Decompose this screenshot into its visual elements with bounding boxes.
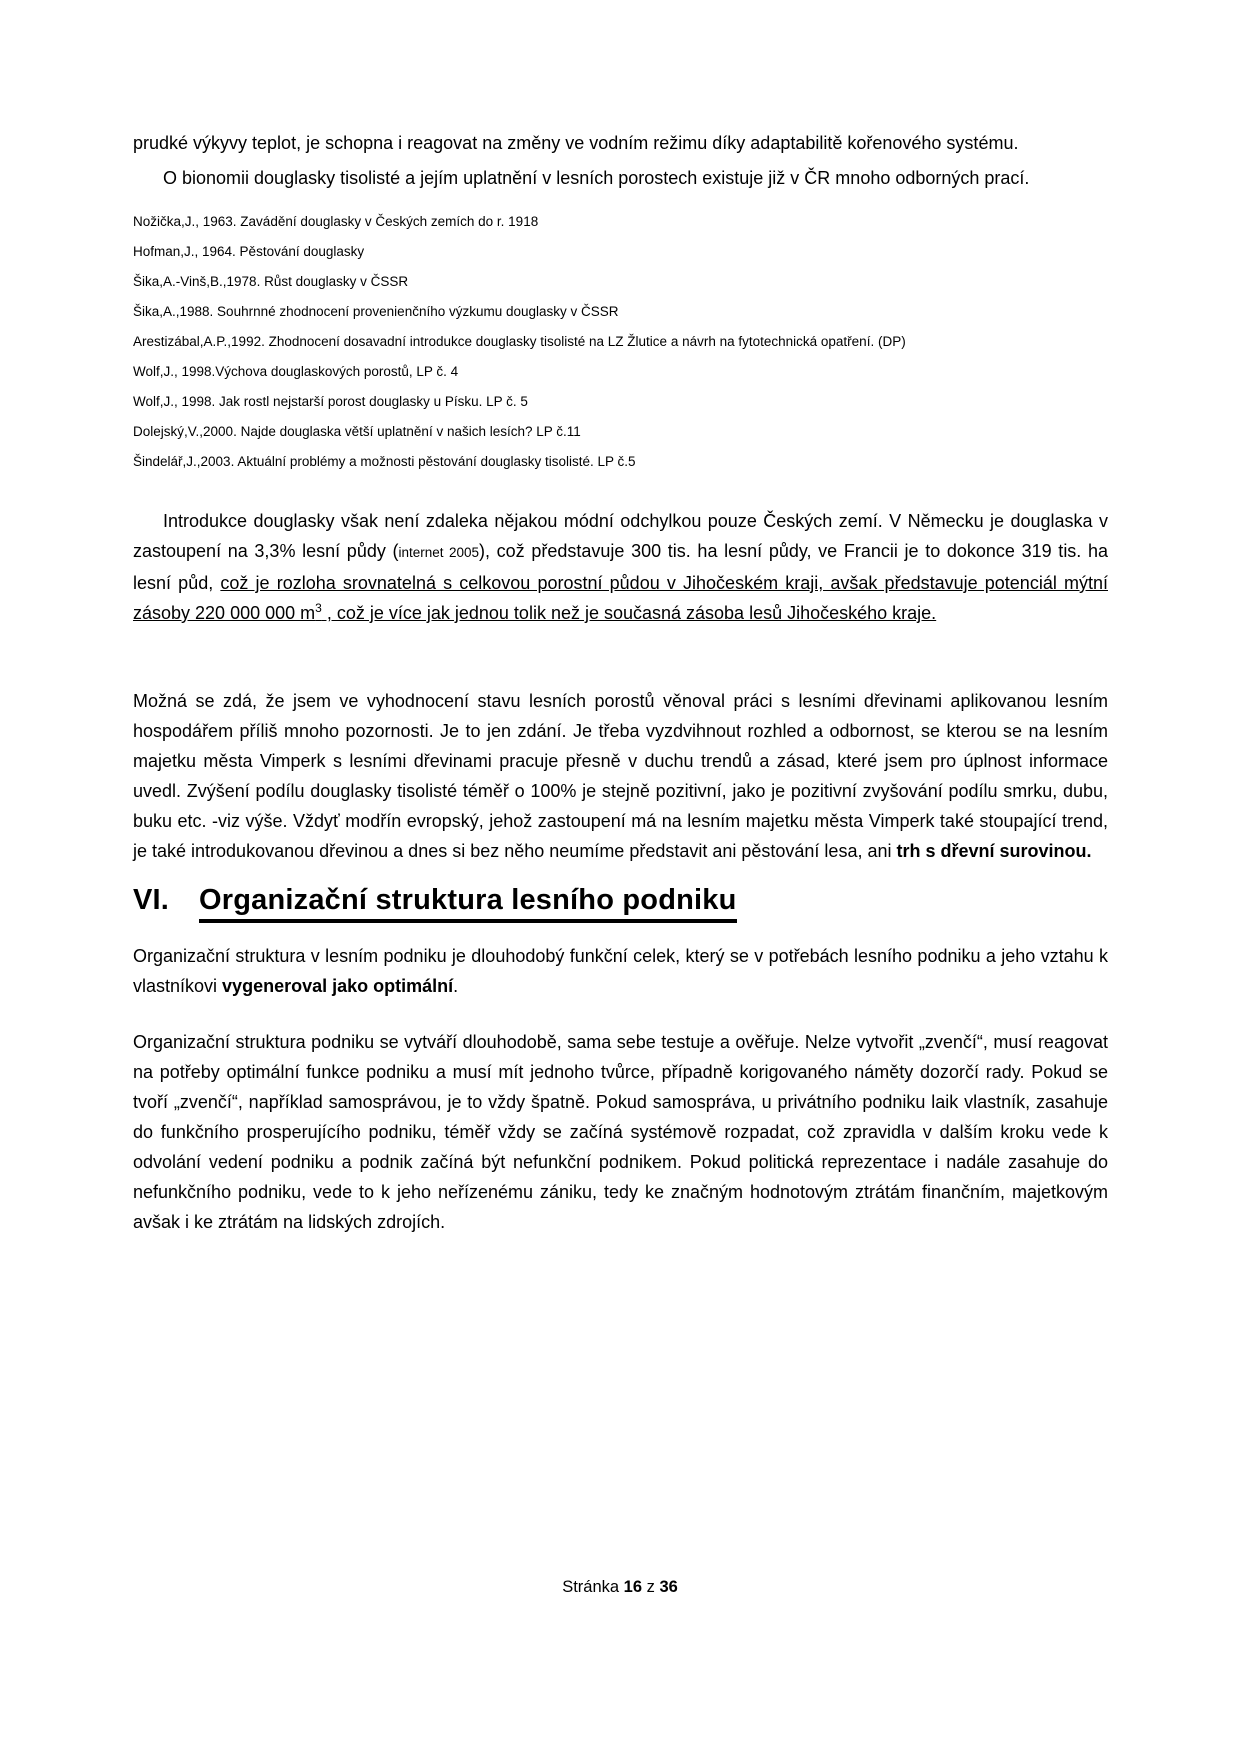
paragraph-text: Možná se zdá, že jsem ve vyhodnocení stavu lesních porostů věnoval práci s lesními dřevinami aplikovanou lesním hospodářem příliš mnoho pozornosti. Je to jen zdání. Je třeba vyzdvihnout rozhled a odbornost, se kterou se na lesním majetku města Vimperk s lesními dřevinami pracuje přesně v duchu trendů a zásad, které jsem pro úplnost informace uvedl. Zvýšení podílu douglasky tisolisté téměř o 100% je stejně pozitivní, jako je pozitivní zvyšování podílu smrku, dubu, buku etc. -viz výše. Vždyť modřín evropský, jehož zastoupení má na lesním majetku města Vimperk také stoupající trend, je také introdukovanou dřevinou a dnes si bez něho neumíme představit ani pěstování lesa, ani xyxy=(133,691,1108,861)
page-footer xyxy=(0,1578,1240,1597)
section-title: Organizační struktura lesního podniku xyxy=(199,884,737,923)
paragraph-text: prudké výkyvy teplot, je schopna i reagovat na změny ve vodním režimu díky adaptabilitě kořenového systému. xyxy=(133,133,1019,153)
paragraph-introdukce xyxy=(133,506,1108,628)
paragraph-bionomie xyxy=(133,163,1108,193)
citation-item: Šika,A.,1988. Souhrnné zhodnocení provenienčního výzkumu douglasky v ČSSR xyxy=(133,304,619,319)
underlined-statement xyxy=(133,573,1108,623)
bold-emphasis: vygeneroval jako optimální xyxy=(222,976,454,996)
citation-item: Arestizábal,A.P.,1992. Zhodnocení dosavadní introdukce douglasky tisolisté na LZ Žlutice a návrh na fytotechnická opatření. (DP) xyxy=(133,334,906,349)
citation-list xyxy=(133,213,1108,470)
footer-label: Stránka xyxy=(562,1578,624,1596)
page-number-total: 36 xyxy=(659,1578,678,1596)
paragraph-mozna xyxy=(133,686,1108,866)
paragraph-text: O bionomii douglasky tisolisté a jejím uplatnění v lesních porostech existuje již v ČR mnoho odborných prací. xyxy=(163,168,1030,188)
underlined-text: což je rozloha srovnatelná s celkovou porostní půdou v Jihočeském kraji, avšak představuje potenciál mýtní zásoby 220 000 000 m xyxy=(133,573,1108,623)
citation-item: Šika,A.-Vinš,B.,1978. Růst douglasky v ČSSR xyxy=(133,274,409,289)
citation-item: Šindelář,J.,2003. Aktuální problémy a možnosti pěstování douglasky tisolisté. LP č.5 xyxy=(133,454,636,469)
citation-item: Nožička,J., 1963. Zavádění douglasky v Českých zemích do r. 1918 xyxy=(133,214,539,229)
paragraph-org-structure-1 xyxy=(133,941,1108,1001)
footer-separator: z xyxy=(642,1578,660,1596)
paragraph-org-structure-2 xyxy=(133,1027,1108,1237)
citation-item: Dolejský,V.,2000. Najde douglaska větší uplatnění v našich lesích? LP č.11 xyxy=(133,424,581,439)
citation-item: Wolf,J., 1998. Jak rostl nejstarší porost douglasky u Písku. LP č. 5 xyxy=(133,394,528,409)
page-number-current: 16 xyxy=(623,1578,643,1596)
paragraph-text: Organizační struktura podniku se vytváří dlouhodobě, sama sebe testuje a ověřuje. Nelze vytvořit „zvenčí“, musí reagovat na potřeby optimální funkce podniku a musí mít jednoho tvůrce, případně korigovaného náměty dozorčí rady. Pokud se tvoří „zvenčí“, například samosprávou, je to vždy špatně. Pokud samospráva, u privátního podniku laik vlastník, zasahuje do funkčního prosperujícího podniku, téměř vždy se začíná systémově rozpadat, což zpravidla v dalším kroku vede k odvolání vedení podniku a podnik začíná být nefunkční podnikem. Pokud politická reprezentace i nadále zasahuje do nefunkčního podniku, vede to k jeho neřízenému zániku, tedy ke značným hodnotovým ztrátám finančním, majetkovým avšak i ke ztrátám na lidských zdrojích. xyxy=(133,1032,1108,1232)
underlined-text: , což je více jak jednou tolik než je současná zásoba lesů Jihočeského kraje. xyxy=(321,603,937,623)
citation-item: Hofman,J., 1964. Pěstování douglasky xyxy=(133,244,365,259)
section-number: VI. xyxy=(133,884,170,916)
internet-source-note: internet 2005 xyxy=(398,545,479,560)
paragraph-text: Organizační struktura v lesním podniku je dlouhodobý funkční celek, který se v potřebách lesního podniku a jeho vztahu k vlastníkovi xyxy=(133,946,1108,996)
paragraph-text: ), což představuje 300 tis. ha lesní půdy, ve Francii je to dokonce 319 tis. ha lesní půd, xyxy=(133,541,1109,593)
citation-item: Wolf,J., 1998.Výchova douglaskových porostů, LP č. 4 xyxy=(133,364,459,379)
superscript-cubic-meters: 3 xyxy=(315,601,322,615)
section-heading xyxy=(133,884,1108,917)
bold-emphasis: trh s dřevní surovinou. xyxy=(896,841,1092,861)
paragraph-continuation xyxy=(133,128,1108,158)
paragraph-text: Introdukce douglasky však není zdaleka nějakou módní odchylkou pouze Českých zemí. V Německu je douglaska v zastoupení na 3,3% lesní půdy ( xyxy=(133,511,1108,561)
paragraph-text: . xyxy=(453,976,459,996)
